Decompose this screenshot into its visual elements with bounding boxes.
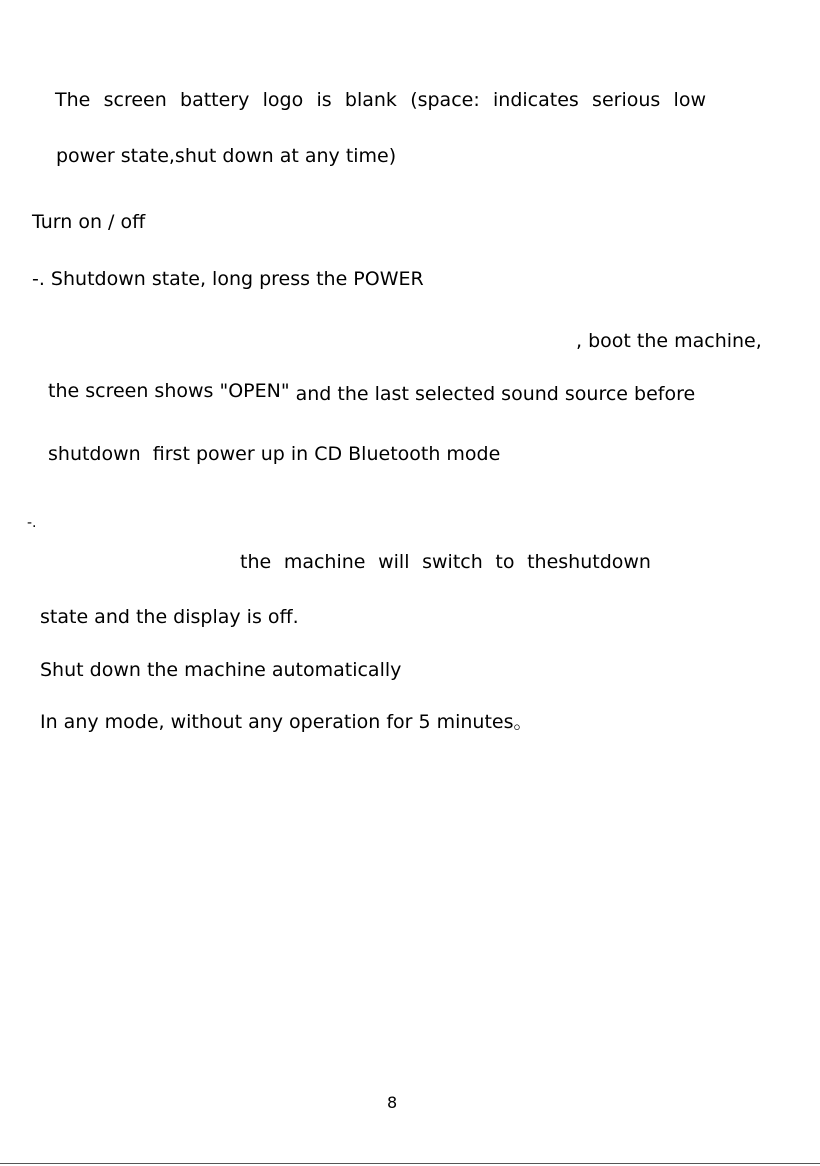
word: blank [344,89,397,111]
screen-shows-rest: and the last selected sound source before [295,383,696,405]
word: switch [422,551,483,573]
word: low [673,89,706,111]
battery-note-line-2: power state,shut down at any time) [56,145,397,167]
section-heading-turn-on-off: Turn on / off [32,211,146,233]
word: will [378,551,410,573]
switch-shutdown-line [240,550,651,574]
shutdown-state-line: -. Shutdown state, long press the POWER [32,268,424,290]
word: is [316,89,332,111]
auto-shutdown-description: In any mode, without any operation for 5 minutes。 [40,711,533,733]
word: theshutdown [527,551,651,573]
shutdown-first-power-line: shutdown first power up in CD Bluetooth mode [48,443,501,465]
word: logo [262,89,304,111]
page-number: 8 [387,1093,398,1112]
section-heading-auto-shutdown: Shut down the machine automatically [40,659,402,681]
word: (space: [410,89,480,111]
word: battery [180,89,250,111]
boot-machine-fragment: , boot the machine, [576,330,762,352]
word: screen [103,89,167,111]
battery-note-line-1 [55,88,706,112]
word: The [55,89,91,111]
dash-marker: -. [27,515,37,531]
screen-shows-line [48,382,695,406]
display-off-line: state and the display is off. [40,606,299,628]
word: the [240,551,272,573]
page-bottom-rule [0,1163,820,1164]
word: indicates [493,89,579,111]
screen-shows-open: the screen shows "OPEN" [48,380,290,402]
word: to [495,551,515,573]
word: serious [592,89,661,111]
word: machine [283,551,366,573]
